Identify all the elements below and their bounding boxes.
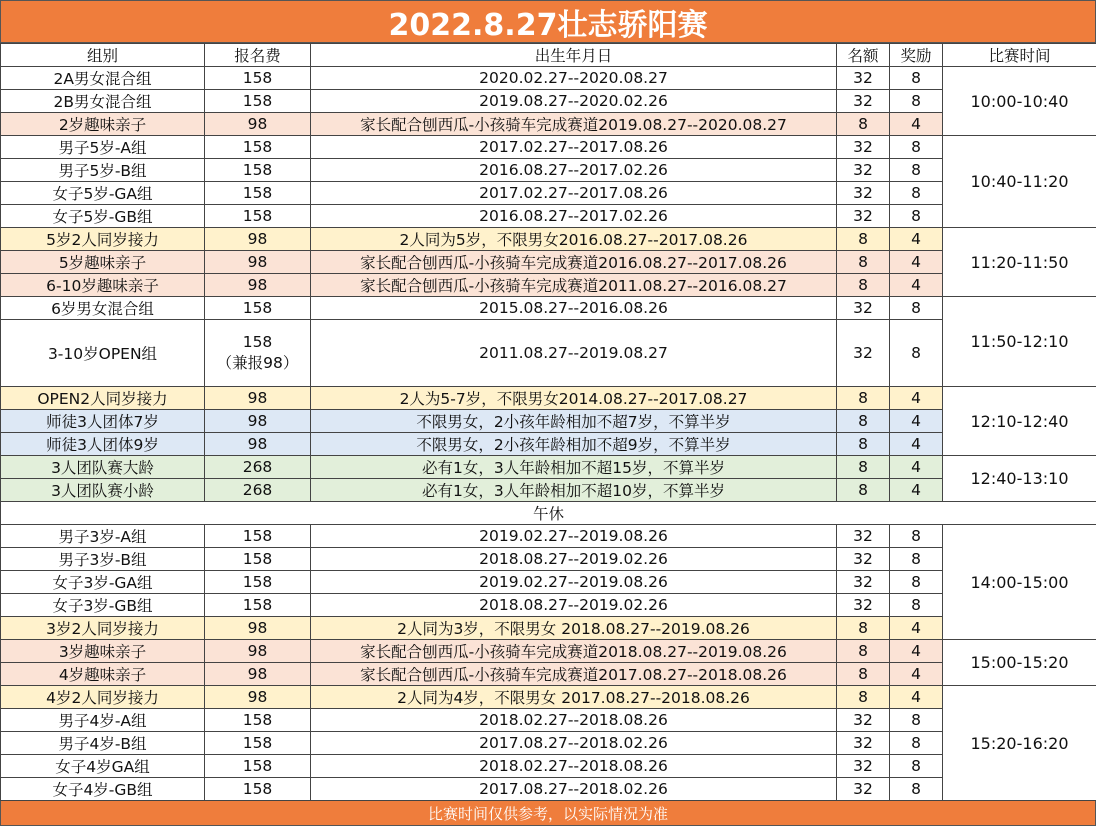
cell-fee: 98: [205, 640, 311, 663]
cell-time: 12:10-12:40: [943, 387, 1096, 456]
cell-fee: 158: [205, 182, 311, 205]
cell-quota: 32: [837, 525, 890, 548]
cell-quota: 8: [837, 456, 890, 479]
cell-group: 3岁2人同岁接力: [1, 617, 205, 640]
cell-quota: 32: [837, 136, 890, 159]
table-row: [1, 617, 1096, 640]
cell-birth: 家长配合刨西瓜-小孩骑车完成赛道2019.08.27--2020.08.27: [311, 113, 837, 136]
table-row: [1, 525, 1096, 548]
cell-birth: 2人同为4岁，不限男女 2017.08.27--2018.08.26: [311, 686, 837, 709]
cell-quota: 8: [837, 640, 890, 663]
cell-quota: 8: [837, 410, 890, 433]
schedule-table: [0, 43, 1096, 801]
cell-fee: 158: [205, 755, 311, 778]
table-row: [1, 113, 1096, 136]
cell-quota: 8: [837, 663, 890, 686]
header-award: 奖励: [890, 44, 943, 67]
cell-quota: 32: [837, 571, 890, 594]
table-row: [1, 159, 1096, 182]
table-row: [1, 594, 1096, 617]
cell-award: 4: [890, 663, 943, 686]
cell-award: 8: [890, 90, 943, 113]
cell-quota: 8: [837, 433, 890, 456]
table-row: [1, 410, 1096, 433]
cell-quota: 32: [837, 732, 890, 755]
cell-quota: 32: [837, 709, 890, 732]
cell-time: 15:20-16:20: [943, 686, 1096, 801]
cell-fee: 98: [205, 617, 311, 640]
cell-birth: 2015.08.27--2016.08.26: [311, 297, 837, 320]
cell-quota: 8: [837, 274, 890, 297]
cell-birth: 2017.08.27--2018.02.26: [311, 778, 837, 801]
header-time: 比赛时间: [943, 44, 1096, 67]
cell-fee: 268: [205, 479, 311, 502]
cell-quota: 8: [837, 228, 890, 251]
cell-quota: 32: [837, 594, 890, 617]
fee-value: 158: [242, 333, 273, 351]
cell-birth: 2017.02.27--2017.08.26: [311, 182, 837, 205]
table-row: [1, 387, 1096, 410]
cell-fee: 158: [205, 136, 311, 159]
cell-group: 3人团队赛小龄: [1, 479, 205, 502]
cell-award: 8: [890, 755, 943, 778]
cell-birth: 2020.02.27--2020.08.27: [311, 67, 837, 90]
cell-award: 8: [890, 548, 943, 571]
cell-group: 女子4岁-GB组: [1, 778, 205, 801]
cell-birth: 2019.08.27--2020.02.26: [311, 90, 837, 113]
cell-quota: 32: [837, 548, 890, 571]
table-row: [1, 251, 1096, 274]
cell-quota: 8: [837, 617, 890, 640]
cell-award: 8: [890, 732, 943, 755]
cell-group: 男子3岁-B组: [1, 548, 205, 571]
noon-break-label: 午休: [1, 502, 1096, 525]
cell-award: 4: [890, 433, 943, 456]
cell-fee: 158: [205, 205, 311, 228]
table-row: [1, 182, 1096, 205]
cell-birth: 必有1女，3人年龄相加不超15岁，不算半岁: [311, 456, 837, 479]
table-row: [1, 732, 1096, 755]
footer-note: 比赛时间仅供参考，以实际情况为准: [0, 801, 1096, 826]
page-title: 2022.8.27壮志骄阳赛: [0, 0, 1096, 43]
fee-note: （兼报98）: [216, 354, 299, 372]
cell-award: 4: [890, 410, 943, 433]
cell-birth: 家长配合刨西瓜-小孩骑车完成赛道2018.08.27--2019.08.26: [311, 640, 837, 663]
cell-quota: 32: [837, 320, 890, 387]
cell-fee: 158: [205, 709, 311, 732]
cell-award: 8: [890, 297, 943, 320]
cell-award: 8: [890, 525, 943, 548]
cell-time: 10:00-10:40: [943, 67, 1096, 136]
table-row: [1, 686, 1096, 709]
cell-group: 女子3岁-GA组: [1, 571, 205, 594]
cell-quota: 32: [837, 90, 890, 113]
cell-group: 3人团队赛大龄: [1, 456, 205, 479]
cell-group: 女子5岁-GA组: [1, 182, 205, 205]
cell-group: 5岁2人同岁接力: [1, 228, 205, 251]
cell-award: 8: [890, 182, 943, 205]
cell-group: 男子5岁-A组: [1, 136, 205, 159]
cell-award: 4: [890, 387, 943, 410]
cell-award: 8: [890, 159, 943, 182]
table-row: [1, 297, 1096, 320]
table-row: [1, 136, 1096, 159]
table-row: [1, 755, 1096, 778]
cell-time: 12:40-13:10: [943, 456, 1096, 502]
cell-award: 8: [890, 778, 943, 801]
cell-quota: 8: [837, 686, 890, 709]
cell-birth: 家长配合刨西瓜-小孩骑车完成赛道2017.08.27--2018.08.26: [311, 663, 837, 686]
cell-group: 2B男女混合组: [1, 90, 205, 113]
cell-birth: 2019.02.27--2019.08.26: [311, 571, 837, 594]
cell-award: 4: [890, 113, 943, 136]
cell-birth: 2017.08.27--2018.02.26: [311, 732, 837, 755]
cell-group: 4岁趣味亲子: [1, 663, 205, 686]
table-row: [1, 90, 1096, 113]
cell-group: 女子5岁-GB组: [1, 205, 205, 228]
cell-fee: 158: [205, 297, 311, 320]
table-row: [1, 479, 1096, 502]
cell-award: 8: [890, 320, 943, 387]
cell-award: 8: [890, 67, 943, 90]
cell-award: 4: [890, 228, 943, 251]
cell-group: 3-10岁OPEN组: [1, 320, 205, 387]
cell-fee: 158: [205, 571, 311, 594]
cell-birth: 2016.08.27--2017.02.26: [311, 159, 837, 182]
cell-fee: 158: [205, 525, 311, 548]
table-row: [1, 640, 1096, 663]
cell-time: 11:20-11:50: [943, 228, 1096, 297]
cell-fee: 98: [205, 228, 311, 251]
table-row: [1, 320, 1096, 387]
cell-fee: 98: [205, 387, 311, 410]
table-row: [1, 548, 1096, 571]
cell-award: 4: [890, 686, 943, 709]
cell-fee: 268: [205, 456, 311, 479]
cell-quota: 32: [837, 755, 890, 778]
cell-quota: 8: [837, 251, 890, 274]
cell-group: 师徒3人团体9岁: [1, 433, 205, 456]
header-fee: 报名费: [205, 44, 311, 67]
header-birth: 出生年月日: [311, 44, 837, 67]
header-group: 组别: [1, 44, 205, 67]
cell-group: 女子4岁GA组: [1, 755, 205, 778]
cell-quota: 8: [837, 113, 890, 136]
cell-group: 6-10岁趣味亲子: [1, 274, 205, 297]
cell-birth: 必有1女，3人年龄相加不超10岁，不算半岁: [311, 479, 837, 502]
cell-award: 4: [890, 640, 943, 663]
cell-fee: 98: [205, 686, 311, 709]
cell-birth: 2人为5-7岁，不限男女2014.08.27--2017.08.27: [311, 387, 837, 410]
cell-quota: 8: [837, 479, 890, 502]
cell-group: 师徒3人团体7岁: [1, 410, 205, 433]
cell-quota: 32: [837, 205, 890, 228]
cell-fee: 158: [205, 159, 311, 182]
table-row: [1, 456, 1096, 479]
cell-group: 男子3岁-A组: [1, 525, 205, 548]
cell-birth: 不限男女，2小孩年龄相加不超7岁，不算半岁: [311, 410, 837, 433]
cell-fee: 158: [205, 67, 311, 90]
cell-award: 4: [890, 617, 943, 640]
cell-fee: 158: [205, 778, 311, 801]
cell-birth: 2018.02.27--2018.08.26: [311, 755, 837, 778]
cell-quota: 32: [837, 159, 890, 182]
table-row: [1, 778, 1096, 801]
cell-birth: 2011.08.27--2019.08.27: [311, 320, 837, 387]
cell-award: 8: [890, 136, 943, 159]
cell-group: 男子4岁-B组: [1, 732, 205, 755]
cell-fee: 98: [205, 113, 311, 136]
cell-fee: 158: [205, 548, 311, 571]
cell-award: 8: [890, 709, 943, 732]
cell-time: 15:00-15:20: [943, 640, 1096, 686]
cell-award: 4: [890, 251, 943, 274]
cell-fee: [205, 320, 311, 387]
cell-group: 2岁趣味亲子: [1, 113, 205, 136]
cell-group: 3岁趣味亲子: [1, 640, 205, 663]
cell-time: 10:40-11:20: [943, 136, 1096, 228]
cell-quota: 32: [837, 182, 890, 205]
cell-time: 14:00-15:00: [943, 525, 1096, 640]
table-row: [1, 663, 1096, 686]
table-row: [1, 228, 1096, 251]
table-row: [1, 67, 1096, 90]
cell-award: 8: [890, 205, 943, 228]
cell-birth: 2016.08.27--2017.02.26: [311, 205, 837, 228]
cell-award: 8: [890, 594, 943, 617]
cell-birth: 2018.08.27--2019.02.26: [311, 594, 837, 617]
cell-group: 5岁趣味亲子: [1, 251, 205, 274]
cell-fee: 98: [205, 410, 311, 433]
cell-group: 2A男女混合组: [1, 67, 205, 90]
cell-group: OPEN2人同岁接力: [1, 387, 205, 410]
header-row: [1, 44, 1096, 67]
cell-time: 11:50-12:10: [943, 297, 1096, 387]
cell-birth: 家长配合刨西瓜-小孩骑车完成赛道2016.08.27--2017.08.26: [311, 251, 837, 274]
cell-birth: 2人同为3岁，不限男女 2018.08.27--2019.08.26: [311, 617, 837, 640]
table-row: [1, 205, 1096, 228]
table-row: [1, 709, 1096, 732]
cell-fee: 98: [205, 663, 311, 686]
cell-award: 4: [890, 479, 943, 502]
cell-award: 4: [890, 456, 943, 479]
table-row: [1, 274, 1096, 297]
cell-birth: 家长配合刨西瓜-小孩骑车完成赛道2011.08.27--2016.08.27: [311, 274, 837, 297]
cell-birth: 不限男女，2小孩年龄相加不超9岁，不算半岁: [311, 433, 837, 456]
cell-quota: 32: [837, 778, 890, 801]
cell-fee: 158: [205, 732, 311, 755]
noon-break-row: [1, 502, 1096, 525]
cell-award: 8: [890, 571, 943, 594]
cell-fee: 98: [205, 274, 311, 297]
cell-birth: 2017.02.27--2017.08.26: [311, 136, 837, 159]
cell-birth: 2018.08.27--2019.02.26: [311, 548, 837, 571]
cell-group: 男子5岁-B组: [1, 159, 205, 182]
cell-group: 6岁男女混合组: [1, 297, 205, 320]
cell-group: 女子3岁-GB组: [1, 594, 205, 617]
table-row: [1, 571, 1096, 594]
cell-fee: 98: [205, 433, 311, 456]
cell-quota: 32: [837, 297, 890, 320]
cell-quota: 32: [837, 67, 890, 90]
cell-fee: 158: [205, 594, 311, 617]
cell-birth: 2018.02.27--2018.08.26: [311, 709, 837, 732]
header-quota: 名额: [837, 44, 890, 67]
cell-birth: 2人同为5岁，不限男女2016.08.27--2017.08.26: [311, 228, 837, 251]
cell-fee: 158: [205, 90, 311, 113]
cell-group: 4岁2人同岁接力: [1, 686, 205, 709]
cell-birth: 2019.02.27--2019.08.26: [311, 525, 837, 548]
table-row: [1, 433, 1096, 456]
cell-quota: 8: [837, 387, 890, 410]
cell-fee: 98: [205, 251, 311, 274]
cell-group: 男子4岁-A组: [1, 709, 205, 732]
cell-award: 4: [890, 274, 943, 297]
